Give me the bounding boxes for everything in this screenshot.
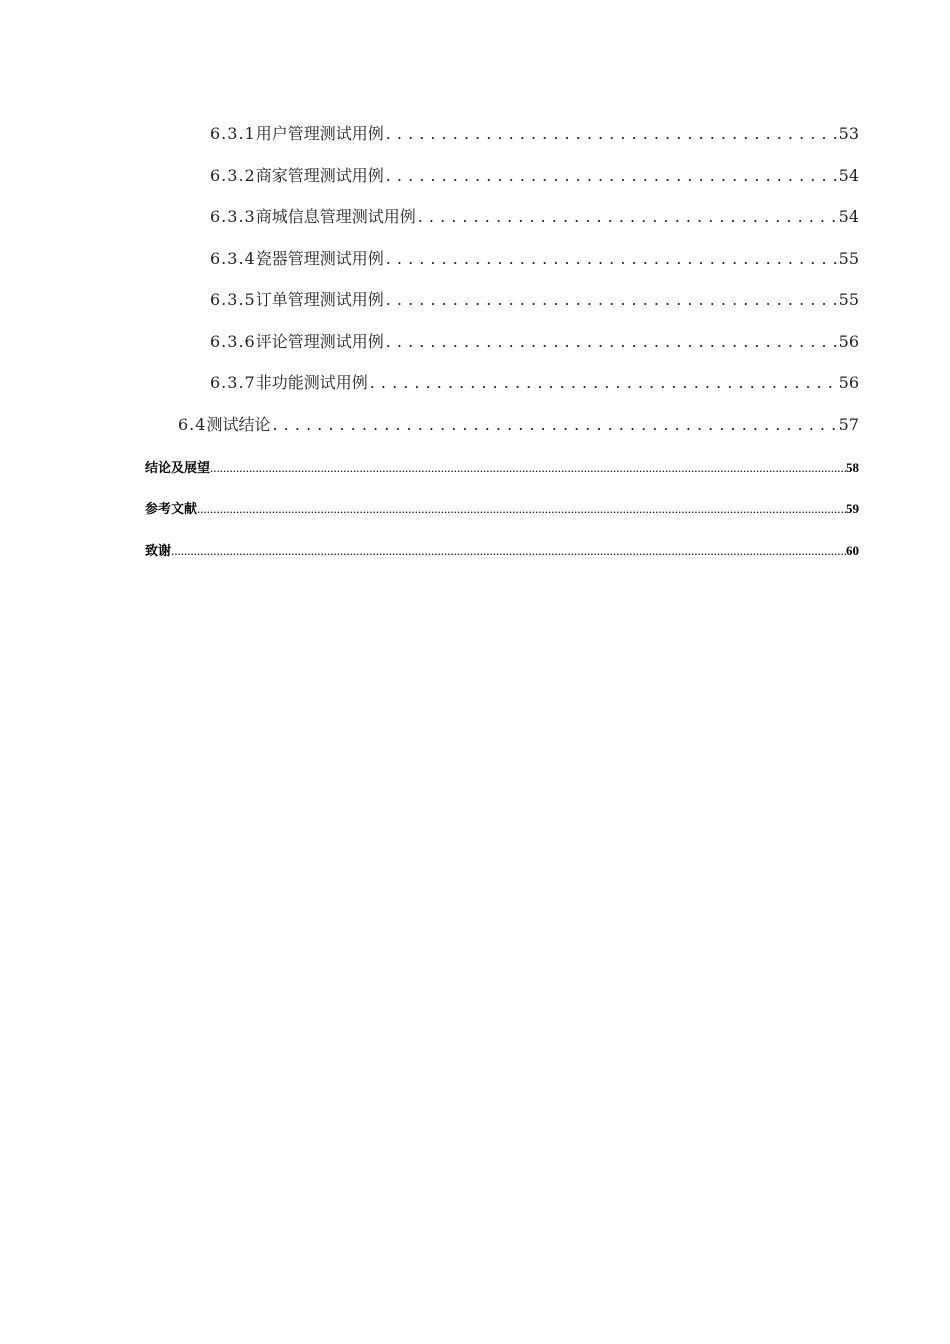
toc-dot-leader bbox=[418, 207, 837, 226]
toc-entry-page: 53 bbox=[838, 124, 859, 143]
toc-entry-page: 55 bbox=[838, 290, 859, 309]
toc-entry-number: 6.3.1 bbox=[210, 124, 256, 143]
toc-entry-6-4[interactable] bbox=[178, 412, 859, 435]
toc-dot-leader bbox=[386, 249, 837, 268]
toc-entry-page: 57 bbox=[838, 415, 859, 434]
toc-entry-number: 6.3.2 bbox=[210, 166, 256, 185]
toc-entry-6-3-7[interactable] bbox=[210, 370, 859, 393]
toc-entry-6-3-4[interactable] bbox=[210, 246, 859, 269]
toc-entry-6-3-2[interactable] bbox=[210, 163, 859, 186]
toc-dot-leader bbox=[171, 543, 846, 559]
toc-entry-page: 54 bbox=[838, 207, 859, 226]
toc-entry-title: 订单管理测试用例 bbox=[255, 290, 384, 309]
toc-dot-leader bbox=[210, 460, 846, 476]
toc-dot-leader bbox=[272, 415, 836, 434]
toc-entry-number: 6.3.6 bbox=[210, 332, 256, 351]
toc-entry-title: 测试结论 bbox=[206, 415, 271, 434]
toc-entry-page: 56 bbox=[838, 332, 859, 351]
toc-entry-references[interactable] bbox=[145, 498, 859, 517]
toc-entry-6-3-3[interactable] bbox=[210, 204, 859, 227]
toc-entry-number: 6.3.5 bbox=[210, 290, 256, 309]
toc-entry-number: 6.4 bbox=[178, 415, 207, 434]
toc-entry-6-3-1[interactable] bbox=[210, 121, 859, 144]
toc-entry-title: 非功能测试用例 bbox=[255, 373, 368, 392]
toc-dot-leader bbox=[386, 332, 837, 351]
toc-entry-page: 59 bbox=[846, 501, 859, 516]
toc-entry-6-3-5[interactable] bbox=[210, 287, 859, 310]
toc-entry-title: 评论管理测试用例 bbox=[255, 332, 384, 351]
toc-entry-number: 6.3.3 bbox=[210, 207, 256, 226]
toc-entry-title: 商城信息管理测试用例 bbox=[255, 207, 416, 226]
toc-entry-title: 参考文献 bbox=[145, 501, 198, 516]
toc-entry-page: 54 bbox=[838, 166, 859, 185]
toc-entry-number: 6.3.4 bbox=[210, 249, 256, 268]
toc-entry-title: 结论及展望 bbox=[145, 460, 211, 475]
toc-entry-title: 商家管理测试用例 bbox=[255, 166, 384, 185]
toc-dot-leader bbox=[386, 290, 837, 309]
toc-entry-page: 56 bbox=[838, 373, 859, 392]
toc-dot-leader bbox=[386, 124, 837, 143]
toc-entry-acknowledgements[interactable] bbox=[145, 540, 859, 559]
toc-entry-title: 瓷器管理测试用例 bbox=[255, 249, 384, 268]
toc-entry-page: 55 bbox=[838, 249, 859, 268]
toc-dot-leader bbox=[386, 166, 837, 185]
toc-dot-leader bbox=[197, 501, 846, 517]
toc-entry-page: 60 bbox=[846, 543, 859, 558]
toc-dot-leader bbox=[370, 373, 837, 392]
toc-entry-title: 用户管理测试用例 bbox=[255, 124, 384, 143]
toc-entry-number: 6.3.7 bbox=[210, 373, 256, 392]
toc-entry-conclusion[interactable] bbox=[145, 457, 859, 476]
toc-entry-page: 58 bbox=[846, 460, 859, 475]
toc-entry-6-3-6[interactable] bbox=[210, 329, 859, 352]
toc-entry-title: 致谢 bbox=[145, 543, 172, 558]
